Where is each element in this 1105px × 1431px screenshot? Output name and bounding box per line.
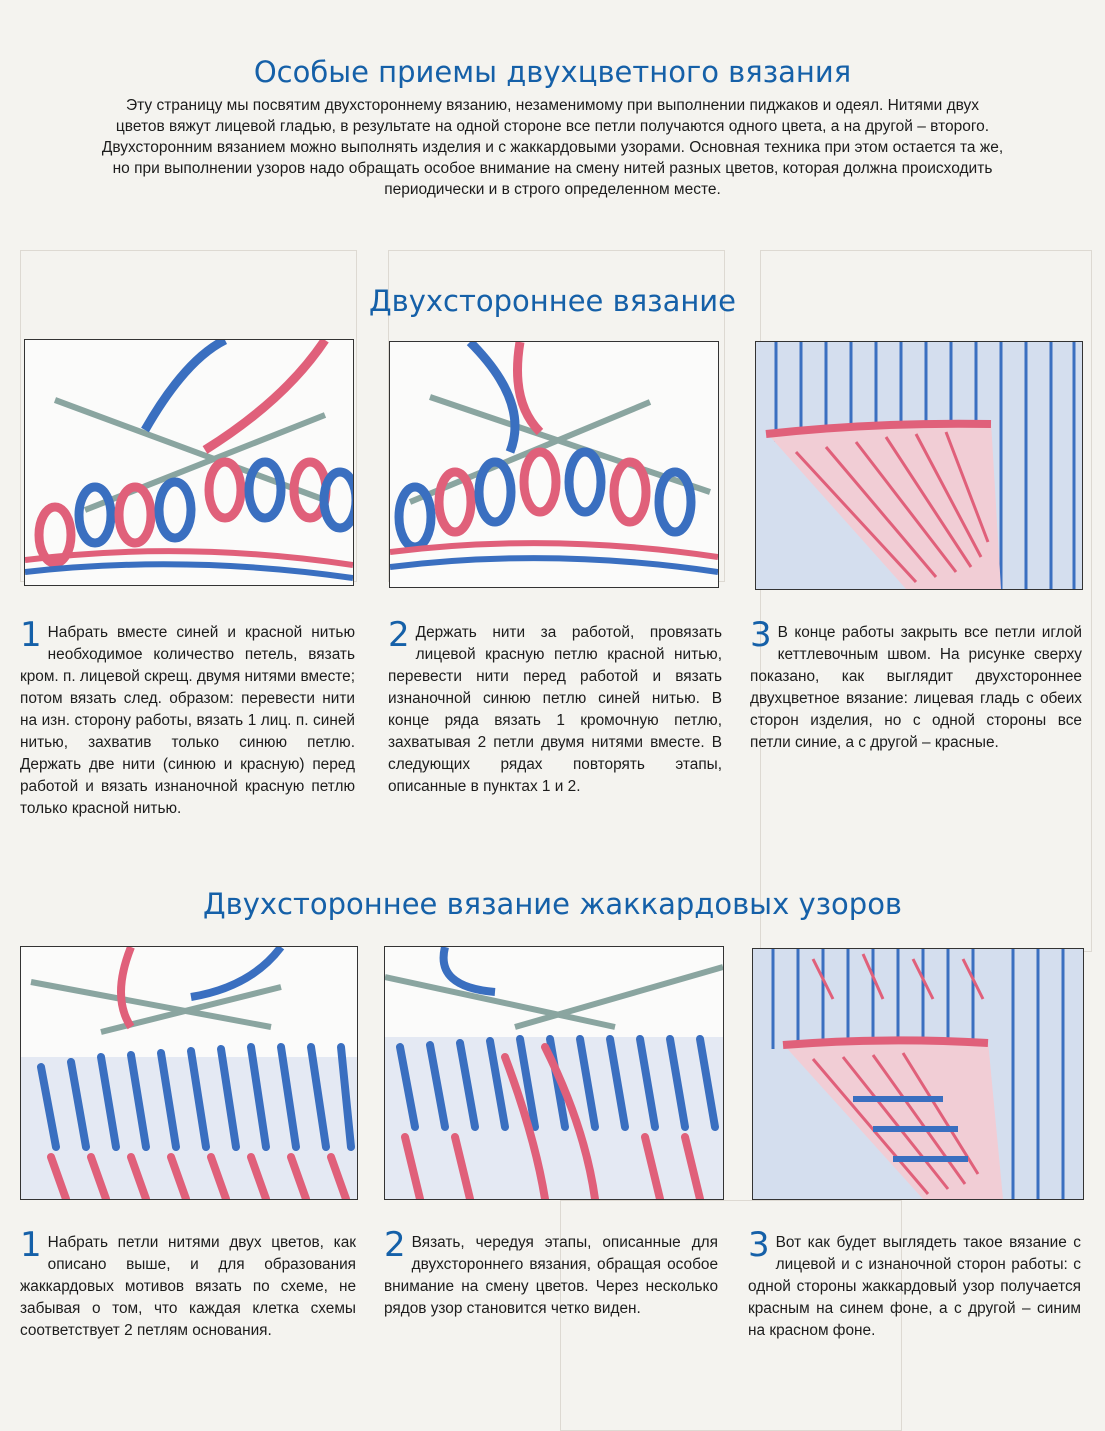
step-number: 2	[388, 615, 410, 655]
step-number: 3	[750, 615, 772, 655]
section1-step-3	[750, 615, 1082, 754]
intro-line: цветов вяжут лицевой гладью, в результате на одной стороне все петли получаются одного цвета, а на другой – второго.	[115, 118, 990, 135]
illustration-step1-needles	[24, 339, 354, 586]
illustration-jacquard-step1	[20, 946, 358, 1200]
section1-step-1	[20, 615, 355, 820]
section1-step-2	[388, 615, 722, 798]
step-number: 1	[20, 615, 42, 655]
step-number: 1	[20, 1225, 42, 1265]
intro-line: Двухсторонним вязанием можно выполнять изделия и с жаккардовыми узорами. Основная техника при этом остается та же,	[101, 139, 1004, 156]
step-text: Набрать петли нитями двух цветов, как описано выше, и для образования жаккардовых мотивов вязать по схеме, не забывая о том, что каждая клетка схемы соответствует 2 петлям основания.	[20, 1234, 356, 1339]
illustration-jacquard-step3	[752, 948, 1084, 1200]
step-text: Набрать вместе синей и красной нитью необходимое количество петель, вязать кром. п. лицевой скрещ. двумя нитями вместе; потом вязать след. образом: перевести нити на изн. сторону работы, вязать 1 лиц. п. синей нитью, захватив только синюю петлю. Держать две нити (синюю и красную) перед работой и вязать изнаночной красную петлю только красной нитью.	[20, 624, 355, 817]
illustration-step2-needles	[389, 341, 719, 588]
step-text: Вот как будет выглядеть такое вязание с лицевой и с изнаночной сторон работы: с одной стороны жаккардовый узор получается красным на синем фоне, а с другой – синим на красном фоне.	[748, 1234, 1081, 1339]
section2-step-1	[20, 1225, 356, 1342]
intro-line: Эту страницу мы посвятим двухстороннему вязанию, незаменимому при выполнении пиджаков и одеял. Нитями двух	[125, 97, 980, 114]
step-number: 2	[384, 1225, 406, 1265]
intro-text	[30, 95, 1075, 200]
section-title-jacquard: Двухстороннее вязание жаккардовых узоров	[202, 887, 903, 921]
step-text: В конце работы закрыть все петли иглой кеттлевочным швом. На рисунке сверху показано, как выглядит двухстороннее двухцветное вязание: лицевая гладь с обеих сторон изделия, но с одной стороны все петли синие, а с другой – красные.	[750, 624, 1082, 751]
illustration-jacquard-step2	[384, 946, 724, 1200]
section2-step-3	[748, 1225, 1081, 1342]
intro-line: периодически и в строго определенном месте.	[384, 181, 721, 198]
page-title: Особые приемы двухцветного вязания	[253, 55, 852, 89]
step-number: 3	[748, 1225, 770, 1265]
section-title-double-knitting: Двухстороннее вязание	[368, 284, 736, 318]
section2-step-2	[384, 1225, 718, 1320]
step-text: Держать нити за работой, провязать лицевой красную петлю красной нитью, перевести нити перед работой и вязать изнаночной синюю петлю синей нитью. В конце ряда вязать 1 кромочную петлю, захватывая 2 петли двумя нитями вместе. В следующих рядах повторять этапы, описанные в пунктах 1 и 2.	[388, 624, 722, 795]
illustration-step3-finished-fabric	[755, 341, 1083, 590]
intro-line: но при выполнении узоров надо обращать особое внимание на смену нитей разных цветов, которая должна происходить	[112, 160, 993, 177]
step-text: Вязать, чередуя этапы, описанные для двухстороннего вязания, обращая особое внимание на смену цветов. Через несколько рядов узор становится четко виден.	[384, 1234, 718, 1317]
